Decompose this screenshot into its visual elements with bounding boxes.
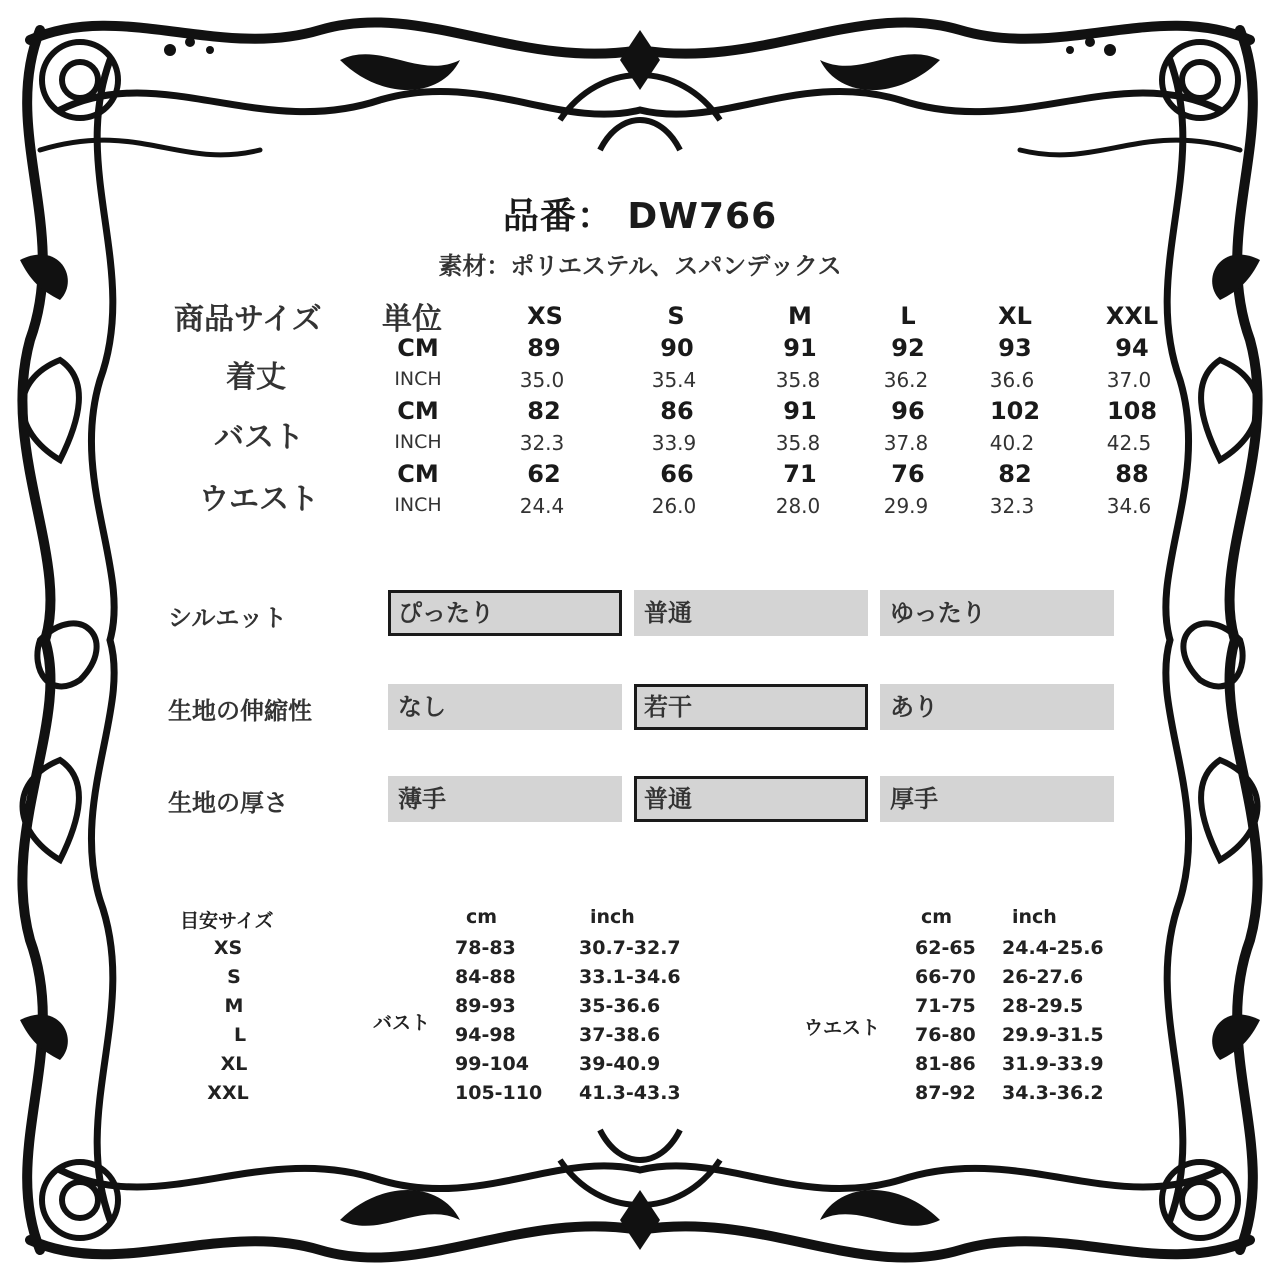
unit-header: 単位 [382,302,442,337]
guide-bust-inch-header: inch [590,906,635,928]
guide-bust-cm-header: cm [466,906,498,928]
waist-cm-l: 76 [891,460,925,488]
bust-cm-s: 86 [660,397,694,425]
guide-size-xs: XS [213,937,243,959]
bust-cm-xs: 82 [527,397,561,425]
guide-waist-inch-l: 29.9-31.5 [1002,1024,1104,1046]
guide-waist-inch-m: 28-29.5 [1002,995,1084,1017]
length-inch-s: 35.4 [651,368,697,392]
size-header-s: S [667,302,685,330]
guide-bust-cm-xxl: 105-110 [455,1082,543,1104]
length-cm-s: 90 [660,334,694,362]
thickness-option-regular: 普通 [634,776,868,822]
size-header-xxl: XXL [1105,302,1159,330]
thickness-option-thick: 厚手 [880,776,1114,822]
length-inch-xs: 35.0 [519,368,565,392]
unit-cm: CM [397,460,439,488]
attr-label-thickness: 生地の厚さ [168,789,288,817]
length-cm-xs: 89 [527,334,561,362]
guide-waist-cm-xl: 81-86 [915,1053,976,1075]
guide-waist-cm-header: cm [921,906,953,928]
length-inch-l: 36.2 [883,368,929,392]
waist-inch-s: 26.0 [651,494,697,518]
guide-bust-cm-l: 94-98 [455,1024,516,1046]
unit-inch: INCH [394,494,442,516]
unit-inch: INCH [394,368,442,390]
guide-size-xl: XL [220,1053,248,1075]
guide-waist-cm-m: 71-75 [915,995,976,1017]
size-table-label: 商品サイズ [174,302,322,337]
guide-waist-label: ウエスト [804,1017,881,1039]
waist-inch-m: 28.0 [775,494,821,518]
guide-waist-cm-xxl: 87-92 [915,1082,976,1104]
guide-size-m: M [224,995,244,1017]
bust-cm-m: 91 [783,397,817,425]
silhouette-option-regular: 普通 [634,590,868,636]
length-inch-xl: 36.6 [989,368,1035,392]
row-label-waist: ウエスト [199,482,319,517]
waist-cm-xl: 82 [998,460,1032,488]
length-cm-xxl: 94 [1115,334,1149,362]
guide-waist-inch-xl: 31.9-33.9 [1002,1053,1104,1075]
unit-cm: CM [397,397,439,425]
guide-bust-inch-xxl: 41.3-43.3 [579,1082,681,1104]
guide-waist-cm-l: 76-80 [915,1024,976,1046]
silhouette-option-loose: ゆったり [880,590,1114,636]
thickness-option-thin: 薄手 [388,776,622,822]
bust-inch-m: 35.8 [775,431,821,455]
guide-size-l: L [233,1024,247,1046]
waist-cm-xxl: 88 [1115,460,1149,488]
row-label-bust: バスト [214,420,304,455]
guide-waist-inch-header: inch [1012,906,1057,928]
guide-bust-inch-m: 35-36.6 [579,995,661,1017]
silhouette-option-fitted: ぴったり [388,590,622,636]
bust-cm-l: 96 [891,397,925,425]
guide-bust-cm-xl: 99-104 [455,1053,529,1075]
bust-inch-xxl: 42.5 [1106,431,1152,455]
guide-bust-inch-xl: 39-40.9 [579,1053,661,1075]
guide-bust-cm-s: 84-88 [455,966,516,988]
unit-cm: CM [397,334,439,362]
product-code-title: 品番： DW766 [502,196,778,237]
size-guide-label: 目安サイズ [180,910,274,932]
length-cm-xl: 93 [998,334,1032,362]
unit-inch: INCH [394,431,442,453]
bust-cm-xxl: 108 [1106,397,1158,425]
stretch-option-slight: 若干 [634,684,868,730]
bust-inch-xl: 40.2 [989,431,1035,455]
guide-bust-label: バスト [373,1012,431,1034]
size-header-xs: XS [527,302,563,330]
bust-inch-s: 33.9 [651,431,697,455]
guide-waist-cm-s: 66-70 [915,966,976,988]
bust-inch-xs: 32.3 [519,431,565,455]
size-header-m: M [788,302,812,330]
waist-cm-m: 71 [783,460,817,488]
guide-bust-cm-xs: 78-83 [455,937,516,959]
guide-waist-inch-xxl: 34.3-36.2 [1002,1082,1104,1104]
attr-label-silhouette: シルエット [168,604,287,632]
guide-waist-inch-s: 26-27.6 [1002,966,1084,988]
guide-bust-inch-xs: 30.7-32.7 [579,937,681,959]
size-header-xl: XL [998,302,1032,330]
bust-cm-xl: 102 [989,397,1041,425]
stretch-option-none: なし [388,684,622,730]
size-header-l: L [900,302,916,330]
guide-bust-inch-s: 33.1-34.6 [579,966,681,988]
length-inch-m: 35.8 [775,368,821,392]
material-text: 素材：ポリエステル、スパンデックス [438,252,842,280]
row-label-length: 着丈 [226,360,286,395]
waist-inch-xxl: 34.6 [1106,494,1152,518]
waist-cm-s: 66 [660,460,694,488]
stretch-option-yes: あり [880,684,1114,730]
guide-waist-inch-xs: 24.4-25.6 [1002,937,1104,959]
guide-waist-cm-xs: 62-65 [915,937,976,959]
waist-inch-l: 29.9 [883,494,929,518]
length-cm-m: 91 [783,334,817,362]
waist-inch-xs: 24.4 [519,494,565,518]
guide-size-s: S [227,966,241,988]
length-cm-l: 92 [891,334,925,362]
guide-size-xxl: XXL [207,1082,249,1104]
guide-bust-cm-m: 89-93 [455,995,516,1017]
attr-label-stretch: 生地の伸縮性 [168,697,312,725]
guide-bust-inch-l: 37-38.6 [579,1024,661,1046]
bust-inch-l: 37.8 [883,431,929,455]
waist-inch-xl: 32.3 [989,494,1035,518]
length-inch-xxl: 37.0 [1106,368,1152,392]
waist-cm-xs: 62 [527,460,561,488]
